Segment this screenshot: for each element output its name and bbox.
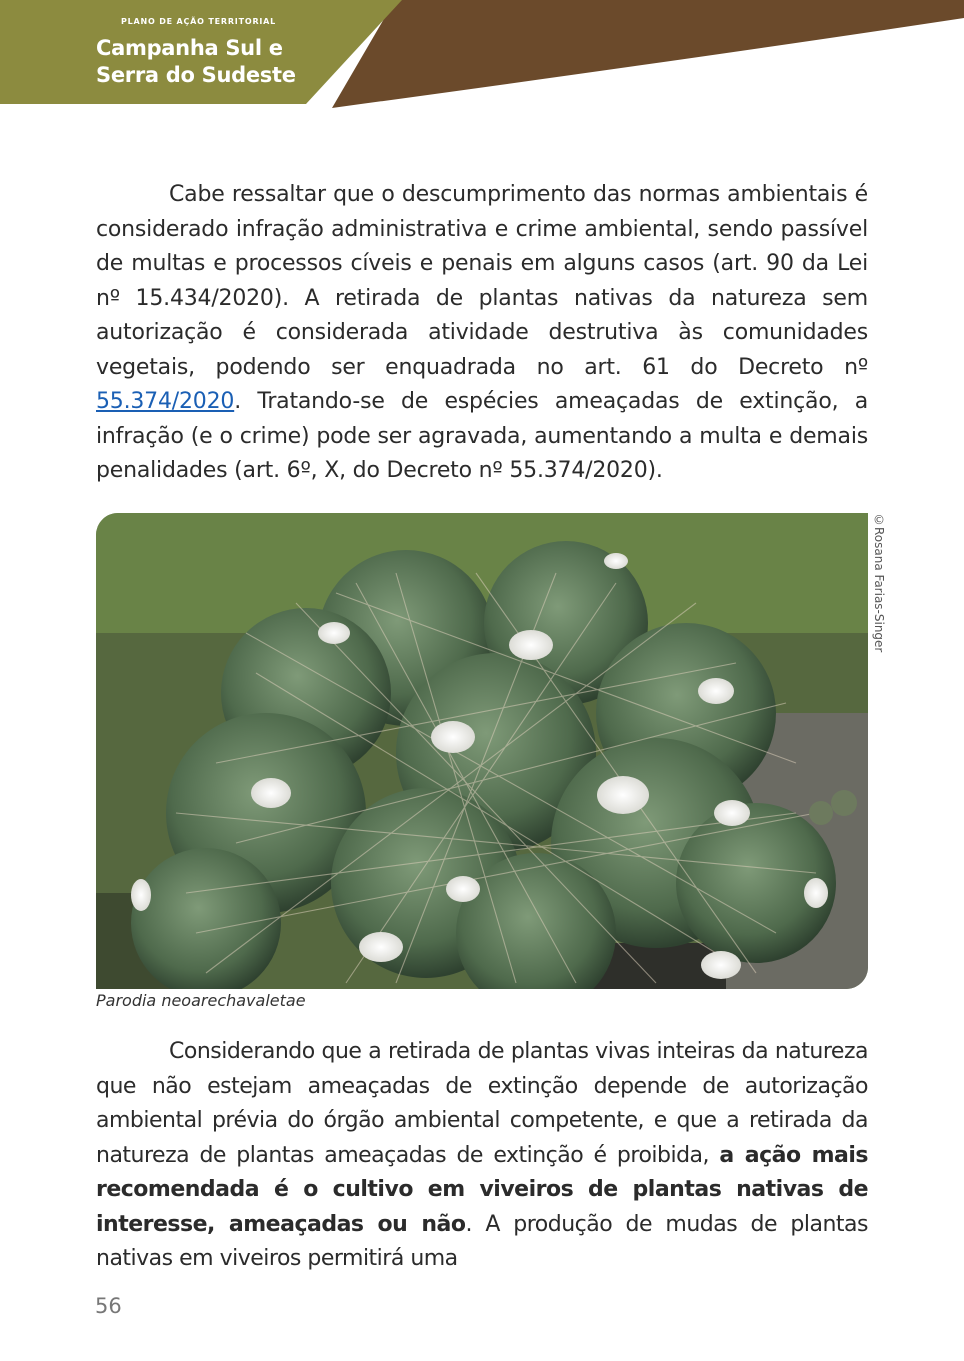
decree-link[interactable]: 55.374/2020 xyxy=(96,389,235,414)
cactus-illustration xyxy=(96,513,868,989)
paragraph-1-text-a: Cabe ressaltar que o descumprimento das normas ambientais é considerado infração administrativa e crime ambiental, sendo passível de multas e processos cíveis e penais em alguns casos (art. 90 da Lei nº 15.434/2020). A retirada de plantas nativas da natureza sem autorização é considerada atividade destrutiva às comunidades vegetais, podendo ser enquadrada no art. 61 do Decreto nº xyxy=(96,182,868,380)
photo-caption: Parodia neoarechavaletae xyxy=(96,991,306,1010)
photo-credit: ©Rosana Farias-Singer xyxy=(872,513,886,653)
paragraph-1-text-b: . Tratando-se de espécies ameaçadas de extinção, a infração (e o crime) pode ser agravada, aumentando a multa e demais penalidades (art. 6º, X, do Decreto nº 55.374/2020). xyxy=(96,389,868,483)
header-kicker: PLANO DE AÇÃO TERRITORIAL xyxy=(121,17,277,26)
page-header xyxy=(0,0,964,110)
paragraph-2-text-a: Considerando que a retirada de plantas vivas inteiras da natureza que não estejam ameaçadas de extinção depende de autorização ambiental prévia do órgão ambiental competente, e que a retirada da natureza de plantas ameaçadas de extinção é proibida, xyxy=(96,1039,868,1168)
cactus-photo xyxy=(96,513,868,989)
paragraph-1 xyxy=(96,178,868,489)
header-title-line2: Serra do Sudeste xyxy=(96,63,296,87)
header-title-line1: Campanha Sul e xyxy=(96,36,283,60)
page-number: 56 xyxy=(95,1294,122,1318)
header-title xyxy=(96,35,296,89)
brown-swoosh xyxy=(332,0,964,108)
paragraph-2-bold: a ação mais recomendada é o cultivo em viveiros de plantas nativas de interesse, ameaçadas ou não xyxy=(96,1142,869,1237)
paragraph-2-text-b: . A produção de mudas de plantas nativas em viveiros permitirá uma xyxy=(96,1211,868,1271)
paragraph-2 xyxy=(96,1035,868,1277)
